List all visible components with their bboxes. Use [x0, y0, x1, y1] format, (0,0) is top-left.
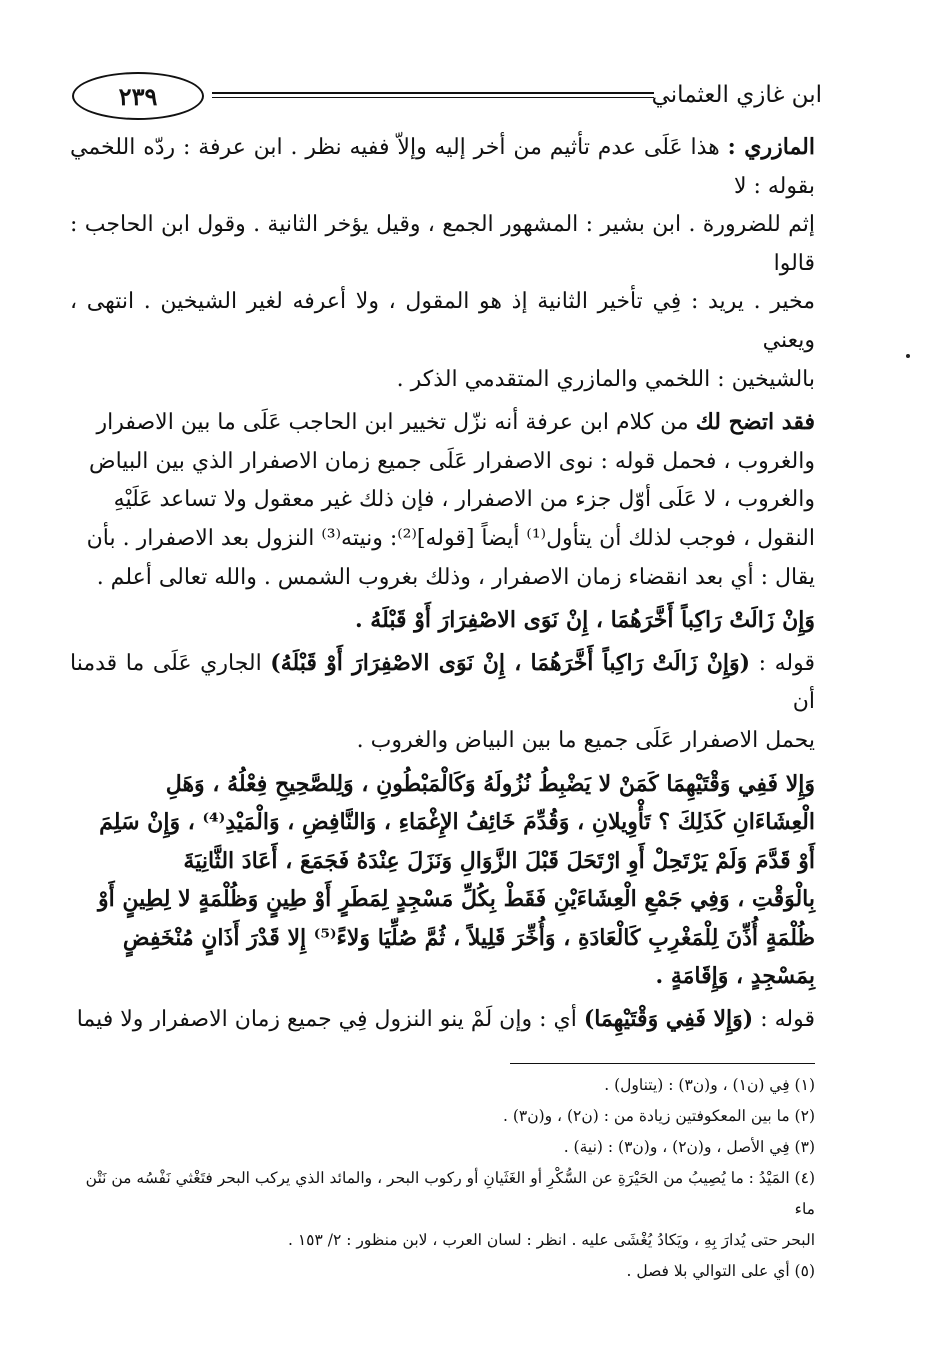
- paragraph-text: هذا عَلَى عدم تأثيم من أخر إليه وإلاّ ففيه نظر . ابن عرفة : ردّه اللخمي بقوله : لا إثم للضرورة . ابن بشير : المشهور الجمع ، وقيل يؤخر الثانية . وقول ابن الحاجب : قالوا مخير . يريد : فِي تأخير الثانية إذ هو المقول ، ولا أعرفه لغير الشيخين . انتهى ، ويعني بالشيخين : اللخمي والمازري المتقدمي الذكر .: [70, 135, 815, 392]
- paragraph-mazari: [70, 128, 815, 399]
- commentary-quote: (وَإِنْ زَالَتْ رَاكِباً أَخَّرَهُمَا ، إِنْ نَوَى الاصْفِرَارَ أَوْ قَبْلَهُ): [270, 649, 751, 676]
- running-title: ابن غازي العثماني: [651, 82, 822, 108]
- paragraph-label: فقد اتضح لك: [695, 409, 815, 436]
- main-text: [70, 128, 815, 1040]
- paragraph-text: من كلام ابن عرفة أنه نزّل تخيير ابن الحاجب عَلَى ما بين الاصفرار والغروب ، فحمل قوله : نوى الاصفرار عَلَى جميع زمان الاصفرار الذي بين البياض والغروب ، لا عَلَى أوّل جزء من الاصفرار ، فإن ذلك غير معقول ولا تساعد عَلَيْهِ النقول ، فوجب لذلك أن يتأول⁽¹⁾ أيضاً [قوله]⁽²⁾: ونيته⁽³⁾ النزول بعد الاصفرار . بأن يقال : أي بعد انقضاء زمان الاصفرار ، وذلك بغروب الشمس . والله تعالى أعلم .: [86, 410, 815, 590]
- commentary-intro: قوله :: [758, 650, 815, 676]
- paragraph-label: المازري :: [727, 134, 815, 160]
- commentary-quote: (وَإِلا فَفِي وَقْتَيْهِمَا): [583, 1006, 754, 1033]
- footnote-4: (٤) المَيْدُ : ما يُصِيبُ من الحَيْرَةِ عن السُّكْرِ أو الغَثَيانِ أو ركوب البحر ، والمائد الذي يركب البحر فتَغْثي نَفْسُه من نَتْن ماء البحر حتى يُدارَ بِهِ ، ويَكادُ يُغْشَى عليه . انظر : لسان العرب ، لابن منظور : ٢/ ١٥٣ .: [85, 1169, 815, 1249]
- running-header: [72, 66, 822, 126]
- footnote-2: (٢) ما بين المعكوفتين زيادة من : (ن٢) ، و(ن٣) .: [502, 1107, 815, 1125]
- page-number: ٢٣٩: [118, 81, 158, 111]
- paragraph-ibn-arafa: [70, 403, 815, 597]
- commentary-text: أي : وإن لَمْ ينو النزول فِي جميع زمان الاصفرار ولا فيما: [76, 1007, 577, 1033]
- commentary-text: الجاري عَلَى ما قدمنا أن يحمل الاصفرار عَلَى جميع ما بين البياض والغروب .: [70, 650, 815, 753]
- paragraph-commentary-1: [70, 644, 815, 761]
- footnote-3: (٣) فِي الأصل ، و(ن٢) ، و(ن٣) : (نية) .: [563, 1138, 815, 1156]
- footnote-1: (١) فِي (ن١) ، و(ن٣) : (يتناول) .: [604, 1076, 815, 1094]
- matn-verse-1: وَإِنْ زَالَتْ رَاكِباً أَخَّرَهُمَا ، إِنْ نَوَى الاصْفِرَارَ أَوْ قَبْلَهُ .: [354, 607, 815, 634]
- footnotes: [70, 1070, 815, 1287]
- commentary-intro: قوله :: [760, 1007, 815, 1033]
- footnote-separator: [510, 1063, 815, 1064]
- scan-speck: [906, 354, 910, 358]
- paragraph-commentary-2: [70, 1000, 815, 1040]
- header-rule: [212, 92, 654, 98]
- matn-verse-2: وَإِلا فَفِي وَقْتَيْهِمَا كَمَنْ لا يَضْبِطُ نُزُولَهُ وَكَالْمَبْطُونِ ، وَلِلصَّحِيحِ فِعْلُهُ ، وَهَلِ الْعِشَاءَانِ كَذَلِكَ ؟ تَأْوِيلانِ ، وَقُدِّمَ خَائِفُ الإِغْمَاءِ ، وَالنَّافِضِ ، وَالْمَيْدِ⁽⁴⁾ ، وَإِنْ سَلِمَ أَوْ قَدَّمَ وَلَمْ يَرْتَحِلْ أَوِ ارْتَحَلَ قَبْلَ الزَّوَالِ وَنَزَلَ عِنْدَهُ فَجَمَعَ ، أَعَادَ الثَّانِيَةَ بِالْوَقْتِ ، وَفِي جَمْعِ الْعِشَاءَيْنِ فَقَطْ بِكُلِّ مَسْجِدٍ لِمَطَرٍ أَوْ طِينٍ وَظُلْمَةٍ لا لِطِينٍ أَوْ ظُلْمَةٍ أُذِّنَ لِلْمَغْرِبِ كَالْعَادَةِ ، وَأُخِّرَ قَلِيلاً ، ثُمَّ صُلِّيَا وَلاءً⁽⁵⁾ إِلا قَدْرَ أَذَانٍ مُنْخَفِضٍ بِمَسْجِدٍ ، وَإِقَامَةٍ .: [97, 770, 815, 990]
- page-number-oval: [72, 72, 204, 120]
- footnote-5: (٥) أي على التوالي بلا فصل .: [626, 1262, 815, 1280]
